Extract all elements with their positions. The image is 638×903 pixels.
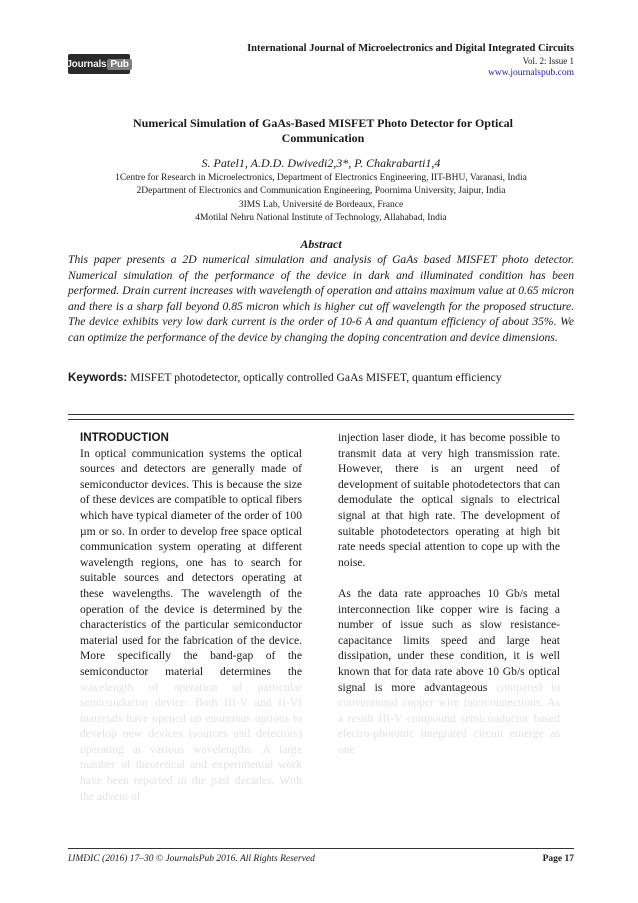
keywords-text: MISFET photodetector, optically controlled GaAs MISFET, quantum efficiency [130, 371, 502, 384]
affiliation-1: 1Centre for Research in Microelectronics, Department of Electronics Engineering, IIT-BHU, Varanasi, India [115, 173, 527, 183]
journal-name: International Journal of Microelectronics and Digital Integrated Circuits [247, 43, 574, 54]
keywords-label: Keywords: [68, 371, 128, 384]
journalspub-logo [68, 54, 130, 74]
body-column-right [338, 430, 560, 757]
logo-text-left: Journals [66, 58, 107, 70]
right-paragraph-1: injection laser diode, it has become possible to transmit data at very high transmission rate. However, there is an urgent need of development of suitable photodetectors that can demodulate the optical signals to electrical signal at that high rate. The development of suitable photodetectors operating at high bit rate needs special attention to cope up with the noise. [338, 431, 560, 569]
abstract-text: This paper presents a 2D numerical simulation and analysis of GaAs based MISFET photo detector. Numerical simulation of the performance of the device in dark and illuminated condition has been performed. Drain current increases with wavelength of operation and attains maximum value at 0.65 micron and there is a sharp fall beyond 0.85 micron which is higher cut off wavelength for the proposed structure. The device exhibits very low dark current is the order of 10-6 A and quantum efficiency of about 35%. We can optimize the performance of the device by changing the doping concentration and device dimensions. [68, 253, 574, 344]
paper-title [88, 116, 558, 146]
footer-citation: IJMDIC (2016) 17–30 © JournalsPub 2016. All Rights Reserved [68, 854, 315, 864]
affiliation-4: 4Motilal Nehru National Institute of Technology, Allahabad, India [195, 213, 447, 224]
intro-paragraph-faded: wavelength of operation of particular semiconductor device. Both III-V and II-VI materials have opened up enormous options to develop new devices (sources and detectors) operating at various wavelengths. A large number of theoretical and experimental work have been reported in the past decades. With the advent of [80, 680, 302, 803]
affiliations [60, 172, 582, 226]
logo-text-right: Pub [107, 59, 131, 70]
right-paragraph-2-faded: compared to conventional copper wire interconnections. As a result III-V compound semiconductor based electro-photonic integrated circuit emerge as one [338, 680, 560, 756]
introduction-heading: INTRODUCTION [80, 431, 169, 444]
abstract-heading: Abstract [300, 237, 342, 251]
paper-title-line-2: Communication [281, 131, 365, 145]
journal-header [68, 42, 574, 86]
journal-volume: Vol. 2: Issue 1 [522, 56, 574, 66]
affiliation-3: 3IMS Lab, Université de Bordeaux, France [238, 199, 404, 210]
section-divider-top [68, 414, 574, 415]
section-divider-bottom [68, 419, 574, 420]
intro-paragraph-visible: In optical communication systems the optical sources and detectors are generally made of semiconductor devices. This is because the size of these devices are compatible to optical fibers which have typical diameter of the order of 100 µm or so. In order to develop free space optical communication system operating at different wavelength regions, one has to search for suitable sources and detectors operating at these wavelengths. The wavelength of the operation of the device is determined by the characteristics of the particular semiconductor material used for the fabrication of the device. More specifically the band-gap of the semiconductor material determines the [80, 446, 302, 678]
body-column-left [80, 430, 302, 804]
journal-url-link[interactable]: www.journalspub.com [488, 68, 574, 78]
paper-title-line-1: Numerical Simulation of GaAs-Based MISFET Photo Detector for Optical [133, 116, 513, 130]
footer-page-number: Page 17 [542, 854, 574, 864]
keywords [68, 370, 574, 385]
page-footer [68, 848, 574, 867]
affiliation-2: 2Department of Electronics and Communication Engineering, Poornima University, Jaipur, India [136, 186, 506, 197]
paper-authors: S. Patel1, A.D.D. Dwivedi2,3*, P. Chakrabarti1,4 [201, 156, 441, 170]
right-paragraph-2-visible: As the data rate approaches 10 Gb/s metal interconnection like copper wire is facing a number of issue such as slow resistance-capacitance limits speed and large heat dissipation, under these condition, it is well known that for data rate above 10 Gb/s optical signal is more advantageous [338, 586, 560, 694]
